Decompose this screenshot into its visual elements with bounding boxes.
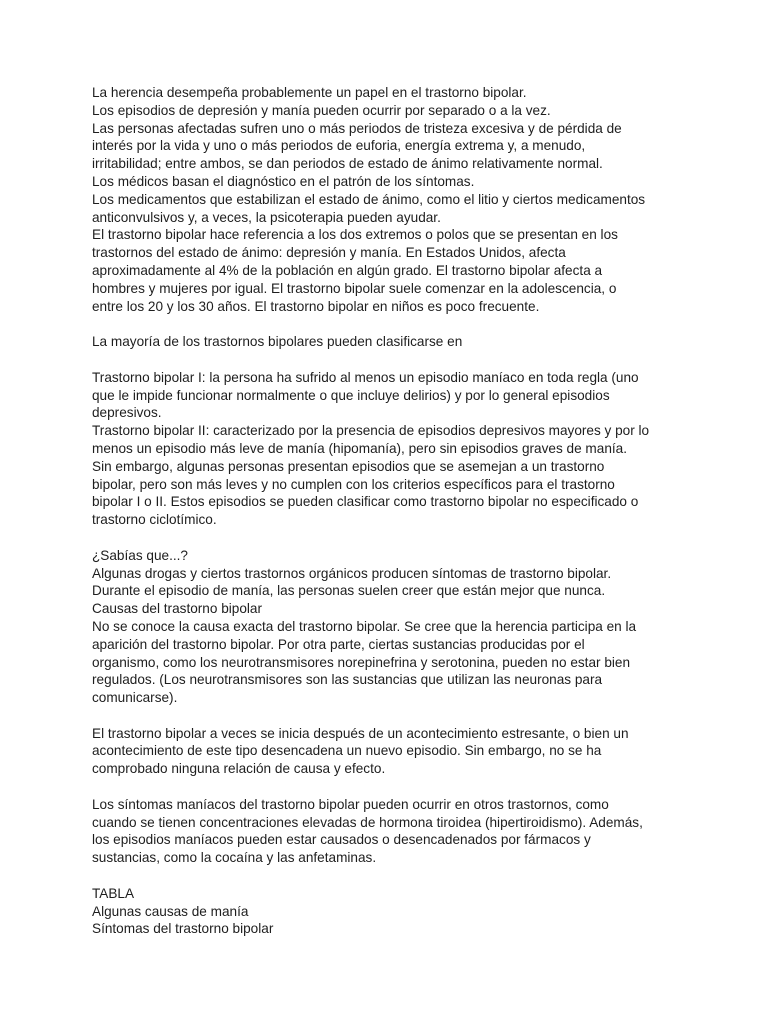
text-line: Algunas drogas y ciertos trastornos orgánicos producen síntomas de trastorno bipolar. xyxy=(92,565,612,581)
text-line: No se conoce la causa exacta del trastorno bipolar. Se cree que la herencia participa en la xyxy=(92,618,637,634)
text-line: comunicarse). xyxy=(92,690,178,706)
text-line: Trastorno bipolar I: la persona ha sufrido al menos un episodio maníaco en toda regla (uno xyxy=(92,369,639,385)
table-caption: Algunas causas de manía xyxy=(92,903,249,919)
text-line: aparición del trastorno bipolar. Por otra parte, ciertas sustancias producidas por el xyxy=(92,636,585,652)
document-page xyxy=(92,84,692,938)
text-line: Las personas afectadas sufren uno o más periodos de tristeza excesiva y de pérdida de xyxy=(92,120,622,136)
text-line: El trastorno bipolar a veces se inicia después de un acontecimiento estresante, o bien un xyxy=(92,725,629,741)
blank-line xyxy=(92,778,692,796)
blank-line xyxy=(92,315,692,333)
table-label: TABLA xyxy=(92,885,135,901)
text-line: Durante el episodio de manía, las personas suelen creer que están mejor que nunca. xyxy=(92,583,606,599)
text-line: los episodios maníacos pueden estar causados o desencadenados por fármacos y xyxy=(92,832,591,848)
text-line: hombres y mujeres por igual. El trastorno bipolar suele comenzar en la adolescencia, o xyxy=(92,280,617,296)
text-line: La herencia desempeña probablemente un papel en el trastorno bipolar. xyxy=(92,85,527,100)
text-line: trastorno ciclotímico. xyxy=(92,512,217,528)
text-line: bipolar, pero son más leves y no cumplen con los criterios específicos para el trastorno xyxy=(92,476,615,492)
text-line: ¿Sabías que...? xyxy=(92,547,188,563)
blank-line xyxy=(92,351,692,369)
text-line: bipolar I o II. Estos episodios se pueden clasificar como trastorno bipolar no especificado o xyxy=(92,494,639,510)
text-line: Los síntomas maníacos del trastorno bipolar pueden ocurrir en otros trastornos, como xyxy=(92,796,609,812)
text-line: La mayoría de los trastornos bipolares pueden clasificarse en xyxy=(92,334,463,350)
table-caption: Síntomas del trastorno bipolar xyxy=(92,921,274,937)
text-line: Los medicamentos que estabilizan el estado de ánimo, como el litio y ciertos medicamentos xyxy=(92,191,646,207)
blank-line xyxy=(92,529,692,547)
text-line: entre los 20 y los 30 años. El trastorno bipolar en niños es poco frecuente. xyxy=(92,298,540,314)
text-line: Los episodios de depresión y manía pueden ocurrir por separado o a la vez. xyxy=(92,102,551,118)
text-line: comprobado ninguna relación de causa y efecto. xyxy=(92,761,386,777)
blank-line xyxy=(92,867,692,885)
text-line: interés por la vida y uno o más periodos de euforia, energía extrema y, a menudo, xyxy=(92,138,586,154)
text-line: acontecimiento de este tipo desencadena un nuevo episodio. Sin embargo, no se ha xyxy=(92,743,602,759)
text-line: aproximadamente al 4% de la población en algún grado. El trastorno bipolar afecta a xyxy=(92,262,603,278)
text-line: depresivos. xyxy=(92,405,162,421)
text-line: Trastorno bipolar II: caracterizado por la presencia de episodios depresivos mayores y por lo xyxy=(92,423,650,439)
text-line: que le impide funcionar normalmente o que incluye delirios) y por lo general episodios xyxy=(92,387,610,403)
text-line: organismo, como los neurotransmisores norepinefrina y serotonina, pueden no estar bien xyxy=(92,654,631,670)
blank-line xyxy=(92,707,692,725)
text-line: Sin embargo, algunas personas presentan episodios que se asemejan a un trastorno xyxy=(92,458,605,474)
text-line: El trastorno bipolar hace referencia a los dos extremos o polos que se presentan en los xyxy=(92,227,618,243)
text-line: irritabilidad; entre ambos, se dan periodos de estado de ánimo relativamente normal. xyxy=(92,156,603,172)
text-line: trastornos del estado de ánimo: depresión y manía. En Estados Unidos, afecta xyxy=(92,245,566,261)
text-line: Los médicos basan el diagnóstico en el patrón de los síntomas. xyxy=(92,173,475,189)
section-heading: Causas del trastorno bipolar xyxy=(92,601,263,617)
text-line: regulados. (Los neurotransmisores son las sustancias que utilizan las neuronas para xyxy=(92,672,603,688)
text-line: cuando se tienen concentraciones elevadas de hormona tiroidea (hipertiroidismo). Además, xyxy=(92,814,643,830)
text-line: sustancias, como la cocaína y las anfetaminas. xyxy=(92,850,377,866)
text-line: menos un episodio más leve de manía (hipomanía), pero sin episodios graves de manía. xyxy=(92,440,627,456)
text-line: anticonvulsivos y, a veces, la psicoterapia pueden ayudar. xyxy=(92,209,441,225)
